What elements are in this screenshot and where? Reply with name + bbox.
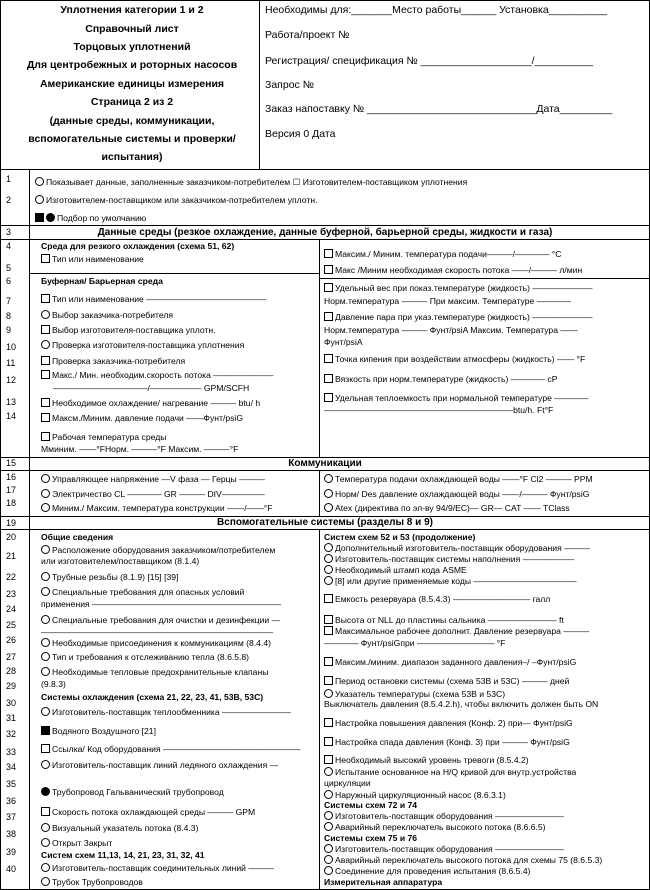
checkbox-icon[interactable] xyxy=(41,370,50,379)
required-flow-field: Макс /Миним необходимая скорость потока ——/——— л/мин xyxy=(324,265,582,276)
row-number: 21 xyxy=(6,551,17,561)
row-number: 31 xyxy=(6,713,17,723)
row-number: 36 xyxy=(6,796,17,806)
cooling-water-temp-field: Температура подачи охлаждающей воды ——°F Cl2 ——— PPM xyxy=(324,474,593,485)
plan-75-high-flow-alarm: Аварийный переключатель высокого потока для схемы 75 (8.6.5.3) xyxy=(324,855,602,866)
heat-tracing: Тип и требования к отслеживанию тепла (8.6.5.8) xyxy=(41,652,249,663)
row-number: 9 xyxy=(6,325,12,335)
pump-type: Для центробежных и роторных насосов xyxy=(26,59,238,71)
revision-field[interactable]: Версия 0 Дата xyxy=(265,128,336,140)
reservoir-volume: Емкость резервуара (8.5.4.3) ————————— галл xyxy=(324,594,550,605)
radio-icon[interactable] xyxy=(324,489,333,498)
row-number: 24 xyxy=(6,604,17,614)
selected-radio-icon[interactable] xyxy=(41,787,50,796)
radio-icon[interactable] xyxy=(41,877,50,886)
row-number: 4 xyxy=(6,241,12,251)
rule xyxy=(1,239,649,240)
cooling-lines-supplier: Изготовитель-поставщик линий ледяного охлаждения — xyxy=(41,760,278,771)
row-number: 16 xyxy=(6,472,17,482)
checkbox-icon[interactable] xyxy=(41,254,50,263)
section-auxiliary-systems: Вспомогательные системы (разделы 8 и 9) xyxy=(217,517,433,528)
contents-line-2: вспомогательные системы и проверки/ xyxy=(28,133,236,145)
row-number: 13 xyxy=(6,397,17,407)
radio-icon[interactable] xyxy=(41,587,50,596)
radio-icon[interactable] xyxy=(35,195,44,204)
radio-icon[interactable] xyxy=(324,503,333,512)
column-divider xyxy=(319,529,320,889)
checkbox-icon[interactable] xyxy=(324,676,333,685)
checkbox-icon[interactable] xyxy=(324,354,333,363)
radio-icon[interactable] xyxy=(324,689,333,698)
row-number: 3 xyxy=(6,227,12,237)
reservoir-pressure: Максимальное рабочее дополнит. Давление резервуара ——— xyxy=(324,626,589,637)
units-note: Американские единицы измерения xyxy=(39,78,225,90)
checkbox-icon[interactable] xyxy=(324,626,333,635)
flow-indicator: Визуальный указатель потока (8.4.3) xyxy=(41,823,198,834)
row-number: 30 xyxy=(6,698,17,708)
row-number: 7 xyxy=(6,296,12,306)
plans-75-76-supplier: Изготовитель-поставщик оборудования ———————— xyxy=(324,844,564,855)
atex-field: Atex (директива по эл-ву 94/9/EC)— GR— CAT —— TClass xyxy=(324,503,570,514)
selected-box-icon[interactable] xyxy=(41,726,50,735)
radio-icon[interactable] xyxy=(35,177,44,186)
pressure-setpoint-range: Максим./миним. диапазон заданного давления–/ –Фунт/psiG xyxy=(324,657,576,668)
radio-icon[interactable] xyxy=(41,823,50,832)
radio-icon[interactable] xyxy=(41,572,50,581)
radio-icon[interactable] xyxy=(41,838,50,847)
row-number: 6 xyxy=(6,276,12,286)
legend-manufacturer: Изготовителем-поставщиком или заказчиком-потребителем уплотн. xyxy=(35,195,317,206)
connection-lines-supplier: Изготовитель-поставщик соединительных линий ——— xyxy=(41,863,274,874)
checkbox-icon[interactable] xyxy=(324,265,333,274)
plans-52-53-heading: Систем схем 52 и 53 (продолжение) xyxy=(324,532,476,542)
legend-customer: Показывает данные, заполненные заказчиком-потребителем ☐ Изготовителем-поставщиком уплотнения xyxy=(35,177,467,188)
row-number: 14 xyxy=(6,411,17,421)
high-flow-alarm: Аварийный переключатель высокого потока (8.6.6.5) xyxy=(324,822,546,833)
instrumentation-heading: Измерительная аппаратура xyxy=(324,877,443,887)
radio-icon[interactable] xyxy=(324,866,333,875)
supply-temp-field: Максим./ Миним. температура подачи———/———— °C xyxy=(324,249,561,260)
plans-72-74-heading: Системы схем 72 и 74 xyxy=(324,800,418,810)
buffer-fluid-type: Тип или наименование —————————————— xyxy=(41,294,267,305)
checkbox-icon[interactable] xyxy=(324,615,333,624)
hazardous-requirements: Специальные требования для опасных условий xyxy=(41,587,244,598)
thermal-relief-valves: Необходимые тепловые предохранительные клапаны xyxy=(41,667,268,678)
rule xyxy=(1,225,649,226)
section-utilities: Коммуникации xyxy=(288,458,362,469)
checkbox-icon[interactable] xyxy=(324,594,333,603)
radio-icon[interactable] xyxy=(41,863,50,872)
viscosity-field: Вязкость при норм.температуре (жидкость) ———— cP xyxy=(324,374,558,385)
filled-box-icon xyxy=(35,213,44,222)
contents-line-3: испытания) xyxy=(101,151,163,163)
checkbox-icon[interactable] xyxy=(324,283,333,292)
spec-number-field[interactable]: Регистрация/ спецификация № ___________________/__________ xyxy=(265,55,593,67)
cleaning-requirements: Специальные требования для очистки и дезинфекции — xyxy=(41,615,280,626)
rule xyxy=(319,278,649,279)
row-number: 11 xyxy=(6,358,16,368)
radio-icon[interactable] xyxy=(41,310,50,319)
hazardous-requirements-cont[interactable]: применения —————————————————————— xyxy=(41,599,282,609)
other-codes: [8] или другие применяемые коды ———————————— xyxy=(324,576,577,587)
checkbox-icon[interactable] xyxy=(324,249,333,258)
section-fluid-data: Данные среды (резкое охлаждение, данные буферной, барьерной среды, жидкости и газа) xyxy=(97,227,553,238)
radio-icon[interactable] xyxy=(324,565,333,574)
checkbox-icon[interactable] xyxy=(41,807,50,816)
radio-icon[interactable] xyxy=(41,503,50,512)
equipment-reference: Ссылка/ Код оборудования ———————————————— xyxy=(41,744,301,755)
row-number: 29 xyxy=(6,681,17,691)
manufacturer-selection: Выбор изготовителя-поставщика уплотн. xyxy=(41,325,216,336)
fill-system-supplier: Изготовитель-поставщик системы наполнения —————— xyxy=(324,554,574,565)
contents-line-1: (данные среды, коммуникации, xyxy=(49,115,215,127)
sheet-title: Справочный лист xyxy=(85,23,179,35)
row-number: 20 xyxy=(6,532,17,542)
hq-curve-test: Испытание основанное на H/Q кривой для внутр.устройства xyxy=(324,767,576,778)
cleaning-requirements-cont[interactable]: ——————————————————————————— xyxy=(41,627,274,637)
row-number: 39 xyxy=(6,847,17,857)
row-number: 28 xyxy=(6,666,17,676)
equipment-location: Расположение оборудования заказчиком/потребителем xyxy=(41,545,275,556)
cooling-type-options: Водяного Воздушного [21] xyxy=(41,726,156,737)
specific-heat-field: Удельная теплоемкость при нормальной температуре ———— xyxy=(324,393,589,404)
radio-icon[interactable] xyxy=(41,545,50,554)
column-divider xyxy=(319,239,320,457)
row-number: 17 xyxy=(6,485,17,495)
coolant-flow-rate: Скорость потока охлаждающей среды ——— GPM xyxy=(41,807,255,818)
pipe-threads: Трубные резьбы (8.1.9) [15] [39] xyxy=(41,572,178,583)
radio-icon[interactable] xyxy=(41,638,50,647)
heat-exchanger-supplier: Изготовитель-поставщик теплообменника ———————— xyxy=(41,707,291,718)
radio-icon[interactable] xyxy=(41,340,50,349)
row-number: 27 xyxy=(6,652,17,662)
checkbox-icon[interactable] xyxy=(41,294,50,303)
radio-icon[interactable] xyxy=(41,760,50,769)
external-circulation-pump: Наружный циркуляционный насос (8.6.3.1) xyxy=(324,790,506,801)
project-number-field[interactable]: Работа/проект № xyxy=(265,29,350,41)
rule xyxy=(29,273,319,274)
vapor-pressure-field: Давление пара при указ.температуре (жидкость) ——————— xyxy=(324,312,592,323)
row-number: 5 xyxy=(6,263,12,273)
additional-supplier: Дополнительный изготовитель-поставщик оборудования ——— xyxy=(324,543,590,554)
specific-heat-units[interactable]: ——————————————————————btu/h. Ft°F xyxy=(324,405,554,415)
checkbox-icon[interactable] xyxy=(41,413,50,422)
checkbox-icon[interactable] xyxy=(41,744,50,753)
radio-icon[interactable] xyxy=(324,855,333,864)
row-number: 38 xyxy=(6,829,17,839)
customer-check: Проверка заказчика-потребителя xyxy=(41,356,185,367)
plans-75-76-heading: Системы схем 75 и 76 xyxy=(324,833,418,843)
tubing-piping-options: Трубок Трубопроводов xyxy=(41,877,143,888)
row-number: 34 xyxy=(6,762,17,772)
checkbox-icon[interactable] xyxy=(324,718,333,727)
row-number: 33 xyxy=(6,747,17,757)
radio-icon[interactable] xyxy=(41,667,50,676)
checkbox-icon[interactable] xyxy=(41,356,50,365)
row-number: 25 xyxy=(6,620,17,630)
quench-fluid-heading: Среда для резкого охлаждения (схема 51, 62) xyxy=(41,241,235,251)
pressure-switch-note: Выключатель давления (8.5.4.2.h), чтобы включить должен быть ON xyxy=(324,699,599,709)
plans-heading: Систем схем 11,13, 14, 21, 23, 31, 32, 41 xyxy=(41,850,205,860)
design-temp-field: Миним./ Максим. температура конструкции ——/——°F xyxy=(41,503,272,514)
equipment-location-cont: или изготовителем/поставщиком (8.1.4) xyxy=(41,556,200,566)
test-connection: Соединение для проведения испытания (8.6.5.4) xyxy=(324,866,531,877)
row-number: 15 xyxy=(6,458,17,468)
checkbox-icon[interactable] xyxy=(324,737,333,746)
page-number: Страница 2 из 2 xyxy=(90,96,174,108)
cooling-heating-field: Необходимое охлаждение/ нагревание ——— btu/ h xyxy=(41,398,260,409)
checkbox-icon[interactable] xyxy=(324,393,333,402)
row-number: 10 xyxy=(6,342,17,352)
operating-temp-label: Рабочая температура среды xyxy=(41,432,166,443)
buffer-fluid-heading: Буферная/ Барьерная среда xyxy=(41,276,163,286)
high-level-alarm: Необходимый высокий уровень тревоги (8.5.4.2) xyxy=(324,755,529,766)
row-number: 35 xyxy=(6,779,17,789)
vapor-pressure-temps[interactable]: Норм.температура ——— Фунт/psiA Максим. Температура —— xyxy=(324,325,578,335)
customer-selection: Выбор заказчика-потребителя xyxy=(41,310,173,321)
required-for-field[interactable]: Необходимы для:_______Место работы______ Установка__________ xyxy=(265,4,608,16)
row-number: 37 xyxy=(6,812,17,822)
checkbox-icon[interactable] xyxy=(41,325,50,334)
row-number: 8 xyxy=(6,311,12,321)
row-number: 12 xyxy=(6,375,17,385)
row-number: 32 xyxy=(6,729,17,739)
row-number: 1 xyxy=(6,174,12,184)
specific-gravity-field: Удельный вес при показ.температуре (жидкость) ——————— xyxy=(324,283,593,294)
vapor-pressure-unit: Фунт/psiA xyxy=(324,337,363,347)
inquiry-number-field[interactable]: Запрос № xyxy=(265,79,314,91)
manufacturer-check: Проверка изготовителя-поставщика уплотнения xyxy=(41,340,244,351)
row-number: 2 xyxy=(6,195,12,205)
shutdown-period: Период остановки системы (схема 53B и 53C) ——— дней xyxy=(324,676,569,687)
hq-curve-test-cont: циркуляции xyxy=(324,778,371,788)
supply-pressure-field: Максм./Миним. давление подачи ——Фунт/psiG xyxy=(41,413,243,424)
plans-72-74-supplier: Изготовитель-поставщик оборудования ———————— xyxy=(324,811,564,822)
checkbox-icon[interactable] xyxy=(324,755,333,764)
column-divider xyxy=(319,470,320,516)
control-voltage-field: Управляющее напряжение —V фаза — Герцы ——— xyxy=(41,474,265,485)
radio-icon[interactable] xyxy=(324,844,333,853)
radio-icon[interactable] xyxy=(41,474,50,483)
temperature-indicator: Указатель температуры (схема 53B и 53C) xyxy=(324,689,505,700)
operating-temp-values[interactable]: Мминим. ——°FНорм. ———°F Максим. ———°F xyxy=(41,444,239,454)
checkbox-icon[interactable] xyxy=(324,312,333,321)
thermal-relief-valves-cont: (9.8.3) xyxy=(41,679,66,689)
cooling-water-pressure-field: Норм/ Des давление охлаждающей воды ——/——— Фунт/psiG xyxy=(324,489,589,500)
nll-height: Высота от NLL до пластины сальника ———————— ft xyxy=(324,615,564,626)
electrical-class-field: Электричество CL ———— GR ——— DIV————— xyxy=(41,489,265,500)
rule xyxy=(1,529,649,530)
flow-rate-field: Макс./ Мин. необходим.скорость потока ——————— xyxy=(41,370,273,381)
cooling-systems-heading: Системы охлаждения (схема 21, 22, 23, 41, 53B, 53C) xyxy=(41,692,264,702)
checkbox-icon[interactable] xyxy=(41,432,50,441)
specific-gravity-temps[interactable]: Норм.температура ——— При максим. Температуре ———— xyxy=(324,296,572,306)
open-closed-options: Открыт Закрыт xyxy=(41,838,112,849)
piping-type-options: Трубопровод Гальванический трубопровод xyxy=(41,787,224,798)
general-heading: Общие сведения xyxy=(41,532,114,542)
checkbox-icon[interactable] xyxy=(324,374,333,383)
row-number: 18 xyxy=(6,498,17,508)
seal-type: Торцовых уплотнений xyxy=(73,41,191,53)
utility-connections: Необходимые присоединения к коммуникациям (8.4.4) xyxy=(41,638,271,649)
flow-rate-units[interactable]: ———————————/—————— GPM/SCFH xyxy=(53,383,250,393)
row-number: 23 xyxy=(6,589,17,599)
radio-icon[interactable] xyxy=(324,790,333,799)
checkbox-icon[interactable] xyxy=(324,657,333,666)
radio-icon[interactable] xyxy=(324,554,333,563)
radio-icon[interactable] xyxy=(324,767,333,776)
radio-icon[interactable] xyxy=(324,543,333,552)
header-bottom-rule xyxy=(1,169,649,170)
row-number: 26 xyxy=(6,635,17,645)
radio-icon[interactable] xyxy=(324,822,333,831)
asme-stamp: Необходимый штамп кода ASME xyxy=(324,565,467,576)
row-number: 40 xyxy=(6,864,17,874)
quench-fluid-type: Тип или наименование xyxy=(41,254,144,265)
radio-icon[interactable] xyxy=(41,652,50,661)
category-title: Уплотнения категории 1 и 2 xyxy=(60,4,204,16)
radio-icon[interactable] xyxy=(324,474,333,483)
filled-radio-icon xyxy=(46,213,55,222)
boiling-point-field: Точка кипения при воздействии атмосферы (жидкость) —— °F xyxy=(324,354,585,365)
pressure-rise-setting: Настройка повышения давления (Конф. 2) при— Фунт/psiG xyxy=(324,718,573,729)
header-divider xyxy=(259,1,260,169)
pressure-drop-setting: Настройка спада давления (Конф. 3) при ——— Фунт/psiG xyxy=(324,737,570,748)
purchase-order-field[interactable]: Заказ напоставку № _____________________________Дата_________ xyxy=(265,103,613,115)
checkbox-icon[interactable] xyxy=(41,398,50,407)
reservoir-pressure-cont[interactable]: ———— Фунт/psiGпри ————————— °F xyxy=(324,638,506,648)
radio-icon[interactable] xyxy=(324,576,333,585)
row-number: 22 xyxy=(6,572,17,582)
rule xyxy=(1,470,649,471)
radio-icon[interactable] xyxy=(41,707,50,716)
radio-icon[interactable] xyxy=(41,489,50,498)
row-number: 19 xyxy=(6,518,17,528)
radio-icon[interactable] xyxy=(41,615,50,624)
radio-icon[interactable] xyxy=(324,811,333,820)
legend-default: Подбор по умолчанию xyxy=(35,213,146,224)
